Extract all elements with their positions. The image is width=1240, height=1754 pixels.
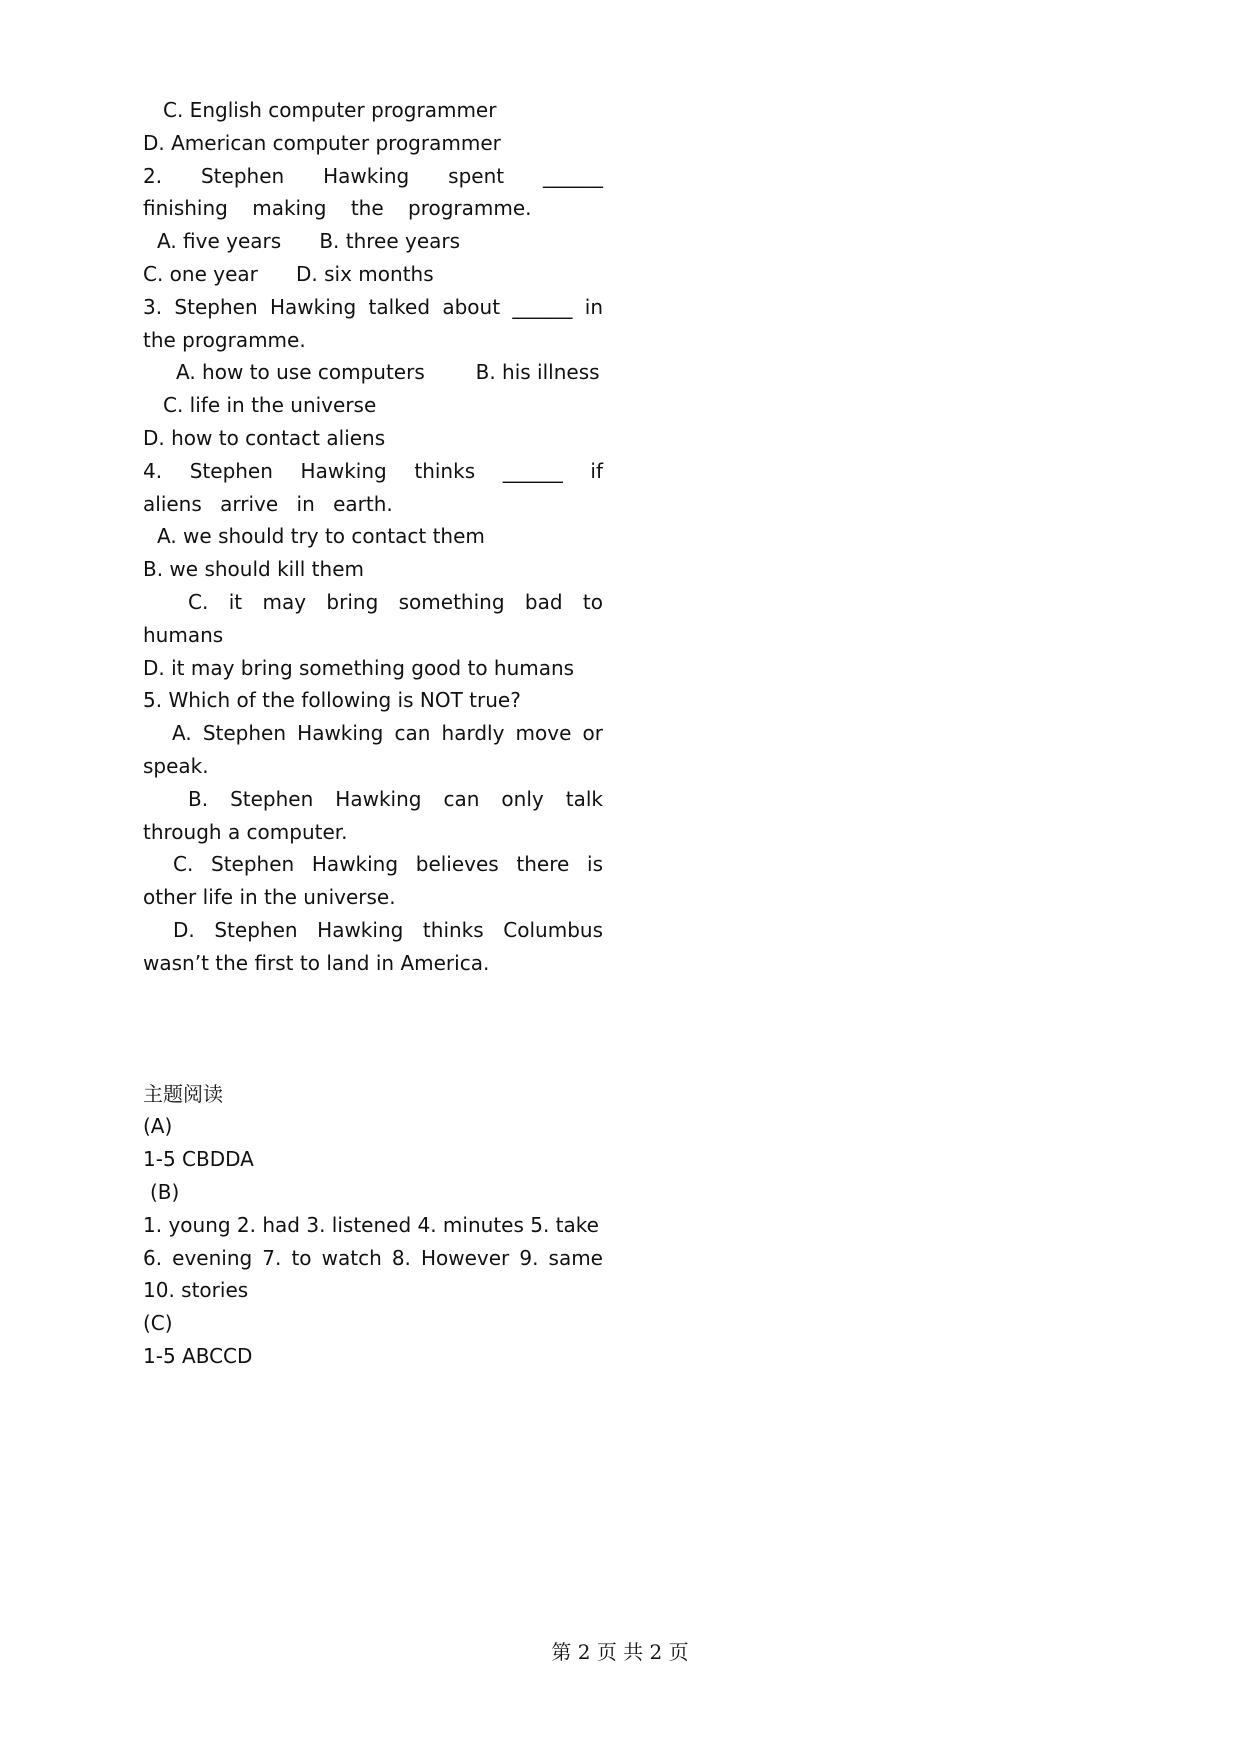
option-text: D. how to contact aliens [143, 425, 386, 450]
option-text: A. five years B. three years [157, 229, 461, 254]
page-number: 第 2 页 共 2 页 [551, 1640, 689, 1664]
option-text: A. how to use computers B. his illness [176, 360, 600, 385]
option-text: C. life in the universe [163, 393, 377, 418]
question-text: 3. Stephen Hawking talked about ______ in the programme. [143, 294, 603, 352]
option-text: C. one year D. six months [143, 261, 434, 286]
option-text: D. it may bring something good to humans [143, 655, 575, 680]
option-text: D. American computer programmer [143, 130, 501, 155]
answer-line: 1-5 CBDDA [143, 1147, 254, 1172]
option-text: D. Stephen Hawking thinks Columbus wasn’t the first to land in America. [143, 917, 603, 975]
document-body [143, 94, 603, 1373]
answer-line: 6. evening 7. to watch 8. However 9. same 10. stories [143, 1245, 603, 1303]
option-text: B. we should kill them [143, 557, 364, 582]
answer-line: (B) [150, 1179, 180, 1204]
option-text: A. we should try to contact them [157, 524, 485, 549]
option-text: A. Stephen Hawking can hardly move or speak. [143, 721, 603, 778]
answers-heading: 主题阅读 [143, 1081, 223, 1106]
option-text: C. it may bring something bad to humans [143, 589, 603, 647]
spacer [143, 980, 603, 1078]
option-text: C. English computer programmer [163, 98, 497, 122]
option-text: B. Stephen Hawking can only talk through a computer. [143, 786, 603, 844]
answer-line: 1. young 2. had 3. listened 4. minutes 5. take [143, 1212, 599, 1237]
answer-line: (A) [143, 1114, 173, 1139]
option-text: C. Stephen Hawking believes there is other life in the universe. [143, 852, 603, 910]
question-text: 5. Which of the following is NOT true? [143, 688, 521, 713]
question-text: 4. Stephen Hawking thinks ______ if aliens arrive in earth. [143, 458, 603, 516]
answer-line: (C) [143, 1311, 173, 1336]
question-text: 2. Stephen Hawking spent ______ finishing making the programme. [143, 163, 603, 221]
answer-line: 1-5 ABCCD [143, 1343, 253, 1368]
